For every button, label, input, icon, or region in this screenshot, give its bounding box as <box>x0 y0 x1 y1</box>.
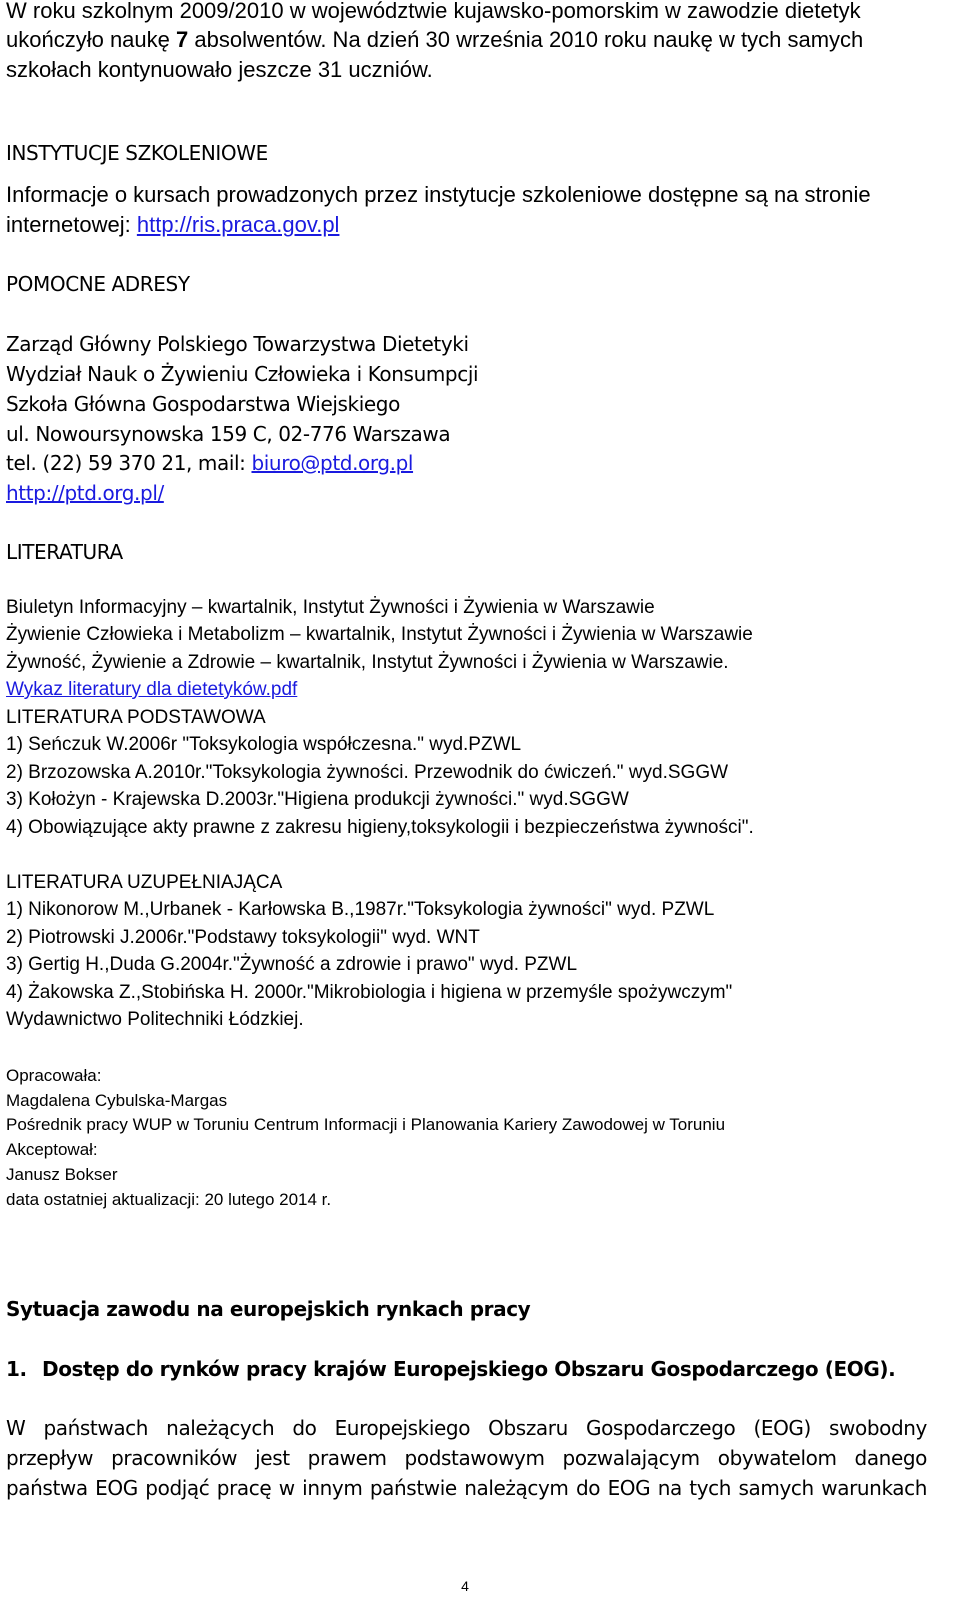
institutions-line-2-label: internetowej: <box>6 212 137 237</box>
supplementary-literature-item: 4) Żakowska Z.,Stobińska H. 2000r."Mikrobiologia i higiena w przemyśle spożywczym" <box>6 982 733 1003</box>
graduates-count: 7 <box>176 27 189 52</box>
addresses-heading: POMOCNE ADRESY <box>6 272 190 296</box>
supplementary-literature-item: 3) Gertig H.,Duda G.2004r."Żywność a zdrowie i prawo" wyd. PZWL <box>6 954 578 975</box>
prepared-by-name: Magdalena Cybulska-Margas <box>6 1091 228 1110</box>
ris-link[interactable]: http://ris.praca.gov.pl <box>136 212 340 237</box>
subheading-number: 1. <box>6 1357 27 1381</box>
accepted-by-label: Akceptował: <box>6 1140 98 1159</box>
europe-subheading <box>6 1357 895 1381</box>
tel-mail-label: tel. (22) 59 370 21, mail: <box>6 451 252 475</box>
address-line: Szkoła Główna Gospodarstwa Wiejskiego <box>6 392 400 416</box>
europe-paragraph-line: państwa EOG podjąć pracę w innym państwie należącym do EOG na tych samych warunkach <box>6 1476 927 1500</box>
supplementary-literature-item: 2) Piotrowski J.2006r."Podstawy toksykologii" wyd. WNT <box>6 927 480 948</box>
basic-literature-item: 3) Kołożyn - Krajewska D.2003r."Higiena produkcji żywności." wyd.SGGW <box>6 789 629 810</box>
subheading-text: Dostęp do rynków pracy krajów Europejskiego Obszaru Gospodarczego (EOG). <box>42 1357 896 1381</box>
address-line: Wydział Nauk o Żywieniu Człowieka i Konsumpcji <box>6 362 479 386</box>
address-tel-line <box>6 451 413 475</box>
intro-line-1: W roku szkolnym 2009/2010 w województwie kujawsko-pomorskim w zawodzie dietetyk <box>6 0 861 23</box>
prepared-by-label: Opracowała: <box>6 1066 102 1085</box>
europe-heading: Sytuacja zawodu na europejskich rynkach pracy <box>6 1297 531 1321</box>
literature-heading: LITERATURA <box>6 540 123 564</box>
supplementary-literature-item: Wydawnictwo Politechniki Łódzkiej. <box>6 1009 304 1030</box>
intro-line-2-end: absolwentów. Na dzień 30 września 2010 roku naukę w tych samych <box>188 27 864 52</box>
basic-literature-item: 1) Seńczuk W.2006r "Toksykologia współczesna." wyd.PZWL <box>6 734 522 755</box>
ptd-web-link[interactable]: http://ptd.org.pl/ <box>6 481 164 505</box>
pdf-line <box>6 679 297 701</box>
email-link[interactable]: biuro@ptd.org.pl <box>251 451 414 475</box>
address-line: ul. Nowoursynowska 159 C, 02-776 Warszawa <box>6 422 451 446</box>
institutions-line-1: Informacje o kursach prowadzonych przez instytucje szkoleniowe dostępne są na stronie <box>6 182 871 207</box>
periodical-item: Żywienie Człowieka i Metabolizm – kwartalnik, Instytut Żywności i Żywienia w Warszawie <box>6 624 753 645</box>
periodical-item: Biuletyn Informacyjny – kwartalnik, Instytut Żywności i Żywienia w Warszawie <box>6 597 655 618</box>
prepared-by-role: Pośrednik pracy WUP w Toruniu Centrum Informacji i Planowania Kariery Zawodowej w Toruniu <box>6 1115 726 1134</box>
periodical-item: Żywność, Żywienie a Zdrowie – kwartalnik, Instytut Żywności i Żywienia w Warszawie. <box>6 652 729 673</box>
accepted-by-name: Janusz Bokser <box>6 1165 118 1184</box>
web-link-line <box>6 481 164 505</box>
europe-paragraph-line: przepływ pracowników jest prawem podstawowym pozwalającym obywatelom danego <box>6 1446 927 1470</box>
intro-line-3: szkołach kontynuowało jeszcze 31 uczniów. <box>6 57 433 82</box>
europe-paragraph-line: W państwach należących do Europejskiego Obszaru Gospodarczego (EOG) swobodny <box>6 1416 927 1440</box>
last-update: data ostatniej aktualizacji: 20 lutego 2014 r. <box>6 1190 332 1209</box>
intro-line-2 <box>6 27 863 53</box>
basic-literature-item: 2) Brzozowska A.2010r."Toksykologia żywności. Przewodnik do ćwiczeń." wyd.SGGW <box>6 762 729 783</box>
page-number: 4 <box>461 1578 469 1594</box>
institutions-heading: INSTYTUCJE SZKOLENIOWE <box>6 141 268 165</box>
institutions-line-2 <box>6 212 339 238</box>
address-line: Zarząd Główny Polskiego Towarzystwa Dietetyki <box>6 332 469 356</box>
intro-line-2-start: ukończyło naukę <box>6 27 176 52</box>
basic-literature-item: 4) Obowiązujące akty prawne z zakresu higieny,toksykologii i bezpieczeństwa żywności". <box>6 817 754 838</box>
supplementary-literature-item: 1) Nikonorow M.,Urbanek - Karłowska B.,1987r."Toksykologia żywności" wyd. PZWL <box>6 899 715 920</box>
supplementary-literature-heading: LITERATURA UZUPEŁNIAJĄCA <box>6 872 283 893</box>
literature-pdf-link[interactable]: Wykaz literatury dla dietetyków.pdf <box>6 679 298 700</box>
basic-literature-heading: LITERATURA PODSTAWOWA <box>6 707 266 728</box>
